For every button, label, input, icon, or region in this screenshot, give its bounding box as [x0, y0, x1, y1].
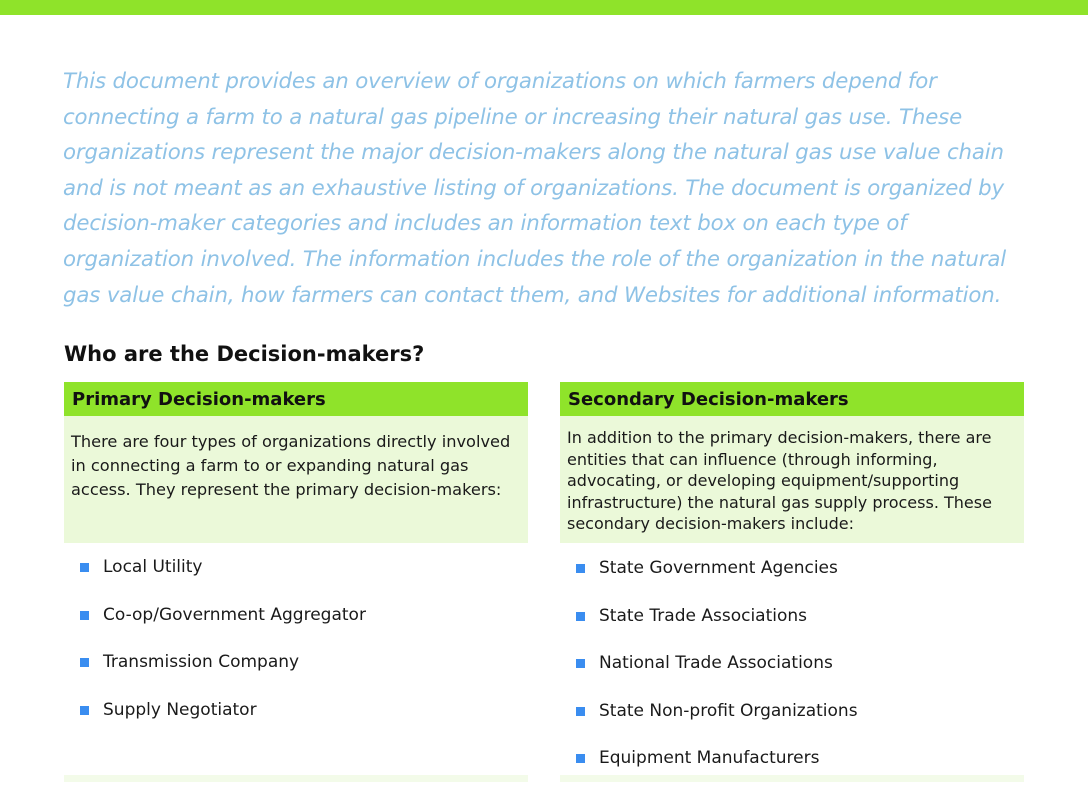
square-bullet-icon: [576, 612, 585, 621]
list-item: [64, 605, 528, 653]
intro-paragraph: This document provides an overview of organizations on which farmers depend for connecting a farm to a natural gas pipeline or increasing their natural gas use. These organizations represent the major decision-makers along the natural gas use value chain and is not meant as an exhaustive listing of organizations. The document is organized by decision-maker categories and includes an information text box on each type of organization involved. The information includes the role of the organization in the natural gas value chain, how farmers can contact them, and Websites for additional information.: [63, 69, 1007, 308]
primary-box-title: Primary Decision-makers: [64, 382, 528, 416]
secondary-box-title: Secondary Decision-makers: [560, 382, 1024, 416]
list-item: [560, 701, 1024, 749]
list-item-label: State Non-profit Organizations: [599, 700, 858, 721]
list-item: [560, 558, 1024, 606]
list-item: [64, 652, 528, 700]
list-item-label: State Trade Associations: [599, 605, 808, 626]
square-bullet-icon: [80, 658, 89, 667]
secondary-decision-makers-box: [560, 382, 1024, 796]
list-item-label: Transmission Company: [103, 652, 300, 672]
list-item-label: National Trade Associations: [599, 653, 833, 673]
primary-list: [64, 557, 528, 747]
section-heading: Who are the Decision-makers?: [64, 342, 425, 366]
secondary-list: [560, 558, 1024, 796]
list-item-label: Equipment Manufacturers: [599, 748, 820, 768]
secondary-box-description: In addition to the primary decision-makers, there are entities that can influence (through informing, advocating, or developing equipment/supporting infrastructure) the natural gas supply process. These secondary decision-makers include:: [560, 416, 1024, 543]
square-bullet-icon: [80, 611, 89, 620]
list-item-label: Supply Negotiator: [103, 699, 257, 720]
square-bullet-icon: [576, 754, 585, 763]
secondary-box-bottom-strip: [560, 775, 1024, 782]
top-accent-band: [0, 0, 1088, 15]
list-item: [560, 606, 1024, 654]
primary-box-bottom-strip: [64, 775, 528, 782]
list-item: [64, 700, 528, 748]
square-bullet-icon: [576, 659, 585, 668]
list-item-label: Local Utility: [103, 557, 203, 577]
primary-box-description: There are four types of organizations directly involved in connecting a farm to or expanding natural gas access. They represent the primary decision-makers:: [64, 416, 528, 543]
list-item: [560, 748, 1024, 796]
square-bullet-icon: [80, 563, 89, 572]
square-bullet-icon: [576, 564, 585, 573]
square-bullet-icon: [80, 706, 89, 715]
list-item: [560, 653, 1024, 701]
square-bullet-icon: [576, 707, 585, 716]
list-item-label: State Government Agencies: [599, 558, 838, 578]
list-item: [64, 557, 528, 605]
list-item-label: Co-op/Government Aggregator: [103, 604, 366, 625]
primary-decision-makers-box: [64, 382, 528, 747]
